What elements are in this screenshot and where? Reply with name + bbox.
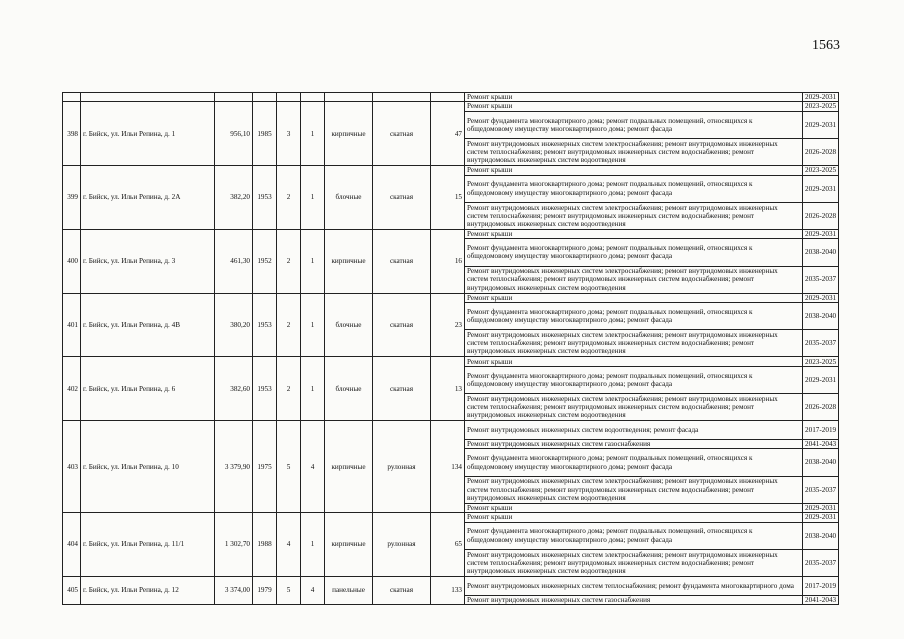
building-number-cell: 400: [63, 229, 81, 293]
building-area-cell: 3 374,00: [215, 576, 253, 604]
work-type-cell: Ремонт внутридомовых инженерных систем газоснабжения: [465, 440, 803, 449]
building-year-cell: 1953: [253, 293, 277, 357]
building-entrances-cell: 4: [301, 421, 325, 513]
page-number: 1563: [812, 38, 840, 53]
building-walls-cell: кирпичные: [325, 102, 373, 166]
work-period-cell: 2029-2031: [803, 111, 839, 138]
work-type-cell: Ремонт внутридомовых инженерных систем электроснабжения; ремонт внутридомовых инженерных систем теплоснабжения; ремонт внутридомовых инженерных систем водоснабжения; ремонт внутридомовых инженерных систем водоотведения: [465, 202, 803, 229]
work-period-cell: 2023-2025: [803, 102, 839, 111]
empty-cell: [253, 93, 277, 102]
building-address-cell: г. Бийск, ул. Ильи Репина, д. 6: [81, 357, 215, 421]
building-address-cell: г. Бийск, ул. Ильи Репина, д. 3: [81, 229, 215, 293]
work-type-cell: Ремонт внутридомовых инженерных систем электроснабжения; ремонт внутридомовых инженерных систем теплоснабжения; ремонт внутридомовых инженерных систем водоснабжения; ремонт внутридомовых инженерных систем водоотведения: [465, 138, 803, 165]
work-type-cell: Ремонт внутридомовых инженерных систем электроснабжения; ремонт внутридомовых инженерных систем теплоснабжения; ремонт внутридомовых инженерных систем водоснабжения; ремонт внутридомовых инженерных систем водоотведения: [465, 330, 803, 357]
building-number-cell: 405: [63, 576, 81, 604]
work-type-cell: Ремонт фундамента многоквартирного дома; ремонт подвальных помещений, относящихся к общедомовому имуществу многоквартирного дома; ремонт фасада: [465, 303, 803, 330]
building-residents-cell: 16: [431, 229, 465, 293]
work-period-cell: 2029-2031: [803, 229, 839, 238]
work-period-cell: 2023-2025: [803, 166, 839, 175]
table-row: [63, 166, 839, 175]
building-roof-cell: скатная: [373, 166, 431, 230]
building-walls-cell: блочные: [325, 357, 373, 421]
building-residents-cell: 23: [431, 293, 465, 357]
table-row: [63, 576, 839, 595]
building-address-cell: г. Бийск, ул. Ильи Репина, д. 1: [81, 102, 215, 166]
building-number-cell: 401: [63, 293, 81, 357]
work-type-cell: Ремонт фундамента многоквартирного дома; ремонт подвальных помещений, относящихся к общедомовому имуществу многоквартирного дома; ремонт фасада: [465, 522, 803, 549]
table-row: [63, 229, 839, 238]
work-period-cell: 2017-2019: [803, 421, 839, 440]
work-type-cell: Ремонт фундамента многоквартирного дома; ремонт подвальных помещений, относящихся к общедомовому имуществу многоквартирного дома; ремонт фасада: [465, 239, 803, 266]
work-period-cell: 2026-2028: [803, 394, 839, 421]
table-body: [63, 93, 839, 605]
work-type-cell: Ремонт крыши: [465, 513, 803, 522]
work-type-cell: Ремонт внутридомовых инженерных систем электроснабжения; ремонт внутридомовых инженерных систем теплоснабжения; ремонт внутридомовых инженерных систем водоснабжения; ремонт внутридомовых инженерных систем водоотведения: [465, 476, 803, 503]
work-period-cell: 2029-2031: [803, 175, 839, 202]
work-type-cell: Ремонт крыши: [465, 357, 803, 366]
building-roof-cell: скатная: [373, 293, 431, 357]
empty-cell: [215, 93, 253, 102]
work-period-cell: 2023-2025: [803, 357, 839, 366]
building-floors-cell: 4: [277, 513, 301, 577]
work-type-cell: Ремонт внутридомовых инженерных систем теплоснабжения; ремонт фундамента многоквартирного дома: [465, 576, 803, 595]
building-walls-cell: кирпичные: [325, 421, 373, 513]
empty-cell: [431, 93, 465, 102]
work-type-cell: Ремонт фундамента многоквартирного дома; ремонт подвальных помещений, относящихся к общедомовому имуществу многоквартирного дома; ремонт фасада: [465, 175, 803, 202]
building-address-cell: г. Бийск, ул. Ильи Репина, д. 2А: [81, 166, 215, 230]
building-year-cell: 1975: [253, 421, 277, 513]
building-entrances-cell: 1: [301, 293, 325, 357]
work-type-cell: Ремонт крыши: [465, 166, 803, 175]
building-floors-cell: 5: [277, 421, 301, 513]
work-period-cell: 2038-2040: [803, 522, 839, 549]
table-row: [63, 513, 839, 522]
building-number-cell: 403: [63, 421, 81, 513]
building-year-cell: 1979: [253, 576, 277, 604]
work-period-cell: 2017-2019: [803, 576, 839, 595]
building-address-cell: г. Бийск, ул. Ильи Репина, д. 11/1: [81, 513, 215, 577]
work-type-cell: Ремонт внутридомовых инженерных систем водоотведения; ремонт фасада: [465, 421, 803, 440]
building-entrances-cell: 1: [301, 102, 325, 166]
building-residents-cell: 134: [431, 421, 465, 513]
building-area-cell: 382,20: [215, 166, 253, 230]
work-period-cell: 2035-2037: [803, 266, 839, 293]
building-residents-cell: 133: [431, 576, 465, 604]
building-floors-cell: 3: [277, 102, 301, 166]
building-address-cell: г. Бийск, ул. Ильи Репина, д. 10: [81, 421, 215, 513]
capital-repair-table: [62, 92, 839, 605]
building-residents-cell: 13: [431, 357, 465, 421]
work-period-cell: 2038-2040: [803, 449, 839, 476]
building-number-cell: 402: [63, 357, 81, 421]
work-type-cell: Ремонт крыши: [465, 229, 803, 238]
work-period-cell: 2041-2043: [803, 595, 839, 604]
empty-cell: [277, 93, 301, 102]
work-type-cell: Ремонт крыши: [465, 93, 803, 102]
building-entrances-cell: 1: [301, 357, 325, 421]
work-type-cell: Ремонт крыши: [465, 293, 803, 302]
building-roof-cell: скатная: [373, 229, 431, 293]
table-row: [63, 102, 839, 111]
building-area-cell: 1 302,70: [215, 513, 253, 577]
work-period-cell: 2029-2031: [803, 513, 839, 522]
work-period-cell: 2038-2040: [803, 303, 839, 330]
building-residents-cell: 47: [431, 102, 465, 166]
building-floors-cell: 2: [277, 166, 301, 230]
building-number-cell: 399: [63, 166, 81, 230]
building-floors-cell: 2: [277, 357, 301, 421]
work-type-cell: Ремонт внутридомовых инженерных систем газоснабжения: [465, 595, 803, 604]
building-address-cell: г. Бийск, ул. Ильи Репина, д. 4В: [81, 293, 215, 357]
building-number-cell: 404: [63, 513, 81, 577]
building-roof-cell: скатная: [373, 102, 431, 166]
building-residents-cell: 65: [431, 513, 465, 577]
building-walls-cell: блочные: [325, 166, 373, 230]
building-entrances-cell: 4: [301, 576, 325, 604]
work-period-cell: 2035-2037: [803, 549, 839, 576]
building-area-cell: 3 379,90: [215, 421, 253, 513]
building-floors-cell: 5: [277, 576, 301, 604]
building-entrances-cell: 1: [301, 166, 325, 230]
work-type-cell: Ремонт фундамента многоквартирного дома; ремонт подвальных помещений, относящихся к общедомовому имуществу многоквартирного дома; ремонт фасада: [465, 366, 803, 393]
work-period-cell: 2026-2028: [803, 138, 839, 165]
building-walls-cell: кирпичные: [325, 513, 373, 577]
work-type-cell: Ремонт крыши: [465, 503, 803, 512]
work-type-cell: Ремонт фундамента многоквартирного дома; ремонт подвальных помещений, относящихся к общедомовому имуществу многоквартирного дома; ремонт фасада: [465, 449, 803, 476]
work-period-cell: 2029-2031: [803, 293, 839, 302]
empty-cell: [373, 93, 431, 102]
table-row: [63, 421, 839, 440]
building-area-cell: 380,20: [215, 293, 253, 357]
work-period-cell: 2029-2031: [803, 503, 839, 512]
work-period-cell: 2029-2031: [803, 93, 839, 102]
table-row: [63, 93, 839, 102]
building-walls-cell: блочные: [325, 293, 373, 357]
table-row: [63, 357, 839, 366]
empty-cell: [301, 93, 325, 102]
building-roof-cell: скатная: [373, 576, 431, 604]
building-roof-cell: скатная: [373, 357, 431, 421]
building-area-cell: 956,10: [215, 102, 253, 166]
building-year-cell: 1952: [253, 229, 277, 293]
building-floors-cell: 2: [277, 229, 301, 293]
building-number-cell: 398: [63, 102, 81, 166]
building-year-cell: 1953: [253, 166, 277, 230]
empty-cell: [325, 93, 373, 102]
work-period-cell: 2038-2040: [803, 239, 839, 266]
building-walls-cell: кирпичные: [325, 229, 373, 293]
empty-cell: [81, 93, 215, 102]
building-floors-cell: 2: [277, 293, 301, 357]
work-period-cell: 2041-2043: [803, 440, 839, 449]
work-period-cell: 2026-2028: [803, 202, 839, 229]
work-type-cell: Ремонт внутридомовых инженерных систем электроснабжения; ремонт внутридомовых инженерных систем теплоснабжения; ремонт внутридомовых инженерных систем водоснабжения; ремонт внутридомовых инженерных систем водоотведения: [465, 394, 803, 421]
building-year-cell: 1988: [253, 513, 277, 577]
building-entrances-cell: 1: [301, 229, 325, 293]
work-type-cell: Ремонт крыши: [465, 102, 803, 111]
work-period-cell: 2035-2037: [803, 476, 839, 503]
building-roof-cell: рулонная: [373, 421, 431, 513]
building-area-cell: 382,60: [215, 357, 253, 421]
building-year-cell: 1953: [253, 357, 277, 421]
building-residents-cell: 15: [431, 166, 465, 230]
empty-cell: [63, 93, 81, 102]
building-walls-cell: панельные: [325, 576, 373, 604]
building-roof-cell: рулонная: [373, 513, 431, 577]
work-period-cell: 2035-2037: [803, 330, 839, 357]
building-address-cell: г. Бийск, ул. Ильи Репина, д. 12: [81, 576, 215, 604]
work-period-cell: 2029-2031: [803, 366, 839, 393]
work-type-cell: Ремонт внутридомовых инженерных систем электроснабжения; ремонт внутридомовых инженерных систем теплоснабжения; ремонт внутридомовых инженерных систем водоснабжения; ремонт внутридомовых инженерных систем водоотведения: [465, 266, 803, 293]
building-year-cell: 1985: [253, 102, 277, 166]
building-area-cell: 461,30: [215, 229, 253, 293]
work-type-cell: Ремонт фундамента многоквартирного дома; ремонт подвальных помещений, относящихся к общедомовому имуществу многоквартирного дома; ремонт фасада: [465, 111, 803, 138]
building-entrances-cell: 1: [301, 513, 325, 577]
work-type-cell: Ремонт внутридомовых инженерных систем электроснабжения; ремонт внутридомовых инженерных систем теплоснабжения; ремонт внутридомовых инженерных систем водоснабжения; ремонт внутридомовых инженерных систем водоотведения: [465, 549, 803, 576]
table-row: [63, 293, 839, 302]
